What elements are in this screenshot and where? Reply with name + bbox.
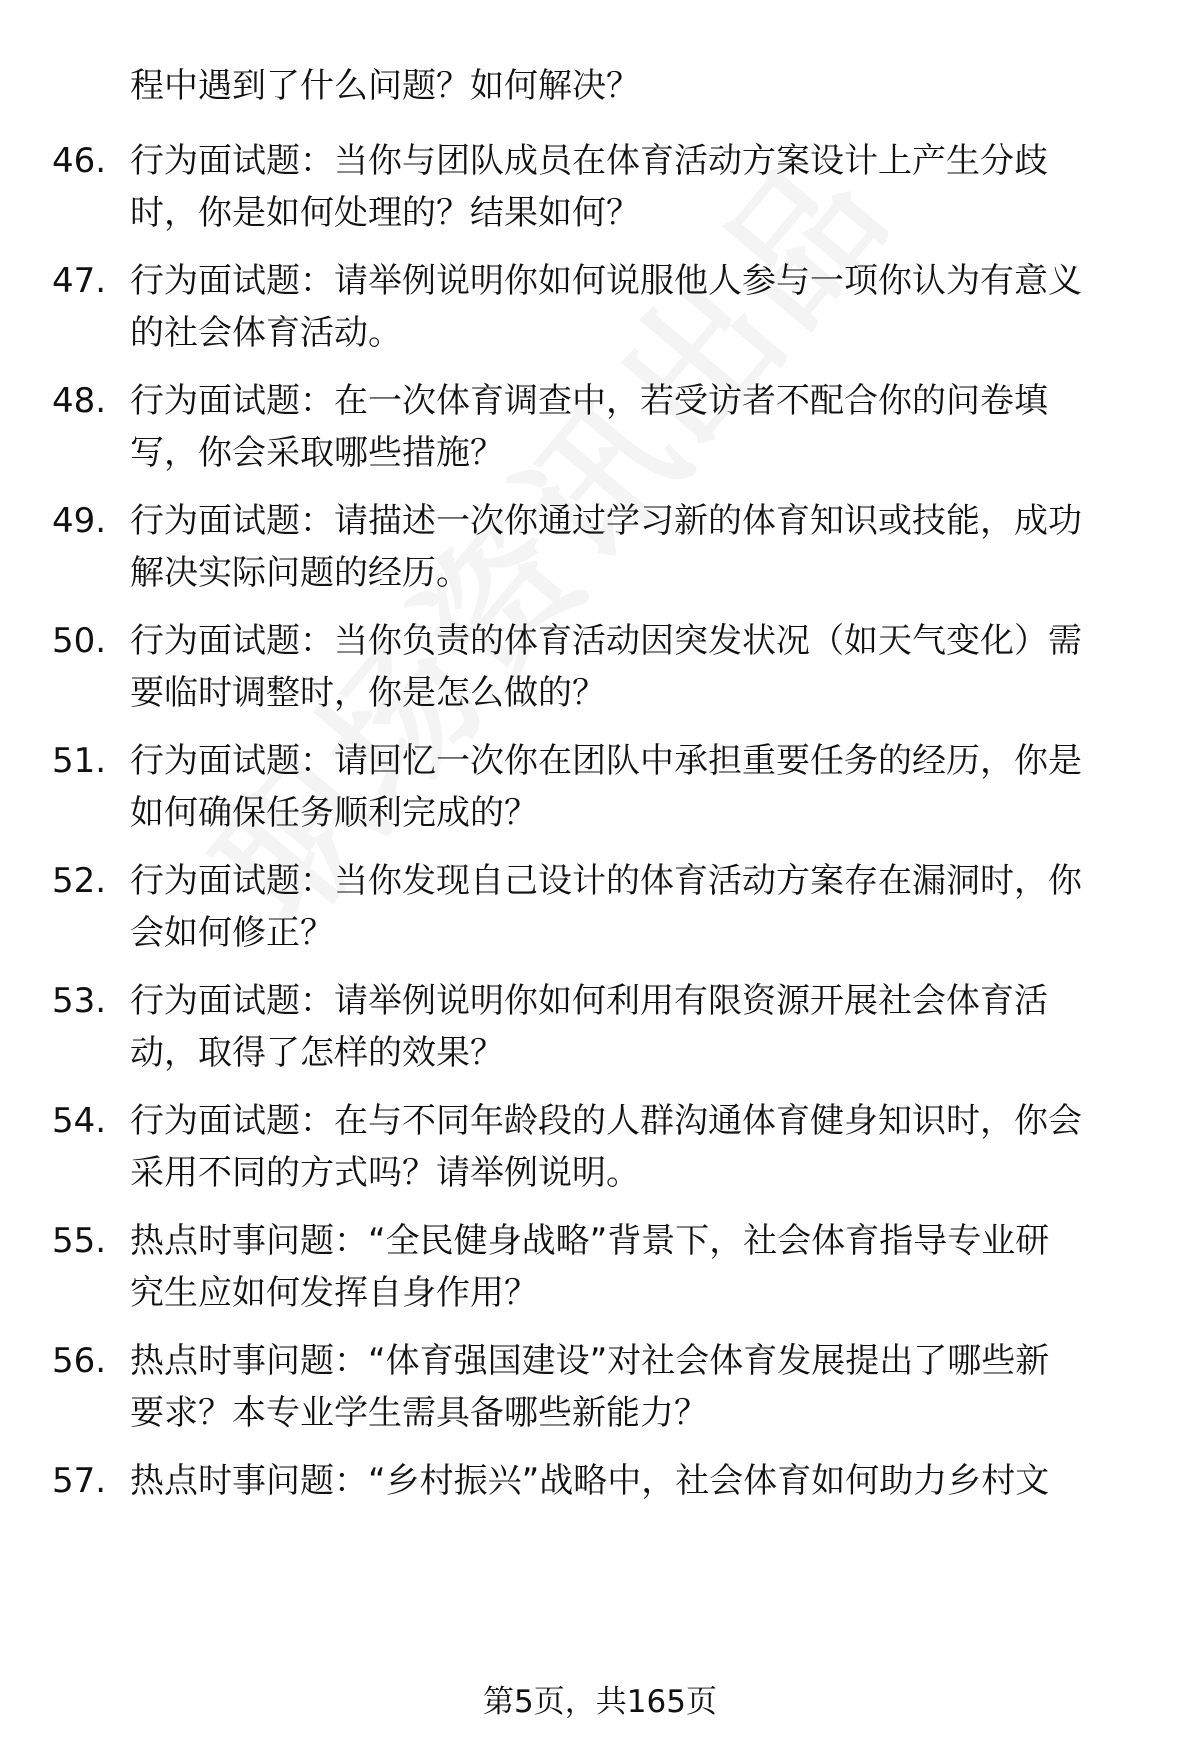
item-text-line: 采用不同的方式吗？请举例说明。: [130, 1153, 640, 1193]
page-footer: 第5页，共165页: [483, 1684, 717, 1720]
item-text-line: 动，取得了怎样的效果？: [130, 1033, 504, 1073]
item-text-line: 的社会体育活动。: [130, 313, 402, 353]
item-text-line: 行为面试题：当你负责的体育活动因突发状况（如天气变化）需: [130, 621, 1082, 661]
item-number: 47.: [52, 261, 107, 301]
item-text-line: 行为面试题：在与不同年龄段的人群沟通体育健身知识时，你会: [130, 1101, 1082, 1141]
item-text-line: 时，你是如何处理的？结果如何？: [130, 193, 640, 233]
item-number: 51.: [52, 741, 107, 781]
item-text-line: 行为面试题：请举例说明你如何利用有限资源开展社会体育活: [130, 981, 1048, 1021]
item-text-line: 解决实际问题的经历。: [130, 553, 470, 593]
item-text-line: 究生应如何发挥自身作用？: [130, 1273, 538, 1313]
item-number: 48.: [52, 381, 107, 421]
item-text-line: 会如何修正？: [130, 913, 334, 953]
item-text-line: 行为面试题：当你与团队成员在体育活动方案设计上产生分歧: [130, 141, 1048, 181]
item-text-line: 热点时事问题：“体育强国建设”对社会体育发展提出了哪些新: [130, 1341, 1050, 1381]
item-number: 49.: [52, 501, 107, 541]
item-text-line: 热点时事问题：“全民健身战略”背景下，社会体育指导专业研: [130, 1221, 1050, 1261]
item-number: 55.: [52, 1221, 107, 1261]
item-number: 50.: [52, 621, 107, 661]
item-text-line: 行为面试题：请举例说明你如何说服他人参与一项你认为有意义: [130, 261, 1082, 301]
item-text-line: 行为面试题：在一次体育调查中，若受访者不配合你的问卷填: [130, 381, 1048, 421]
item-number: 53.: [52, 981, 107, 1021]
item-number: 54.: [52, 1101, 107, 1141]
item-number: 46.: [52, 141, 107, 181]
item-text-line: 行为面试题：当你发现自己设计的体育活动方案存在漏洞时，你: [130, 861, 1082, 901]
item-text-line: 行为面试题：请描述一次你通过学习新的体育知识或技能，成功: [130, 501, 1082, 541]
item-text-line: 写，你会采取哪些措施？: [130, 433, 504, 473]
item-text-line: 要求？本专业学生需具备哪些新能力？: [130, 1393, 708, 1433]
item-text-line: 如何确保任务顺利完成的？: [130, 793, 538, 833]
item-text-line: 行为面试题：请回忆一次你在团队中承担重要任务的经历，你是: [130, 741, 1082, 781]
item-number: 52.: [52, 861, 107, 901]
continuation-text: 程中遇到了什么问题？如何解决？: [130, 66, 640, 106]
item-text-line: 热点时事问题：“乡村振兴”战略中，社会体育如何助力乡村文: [130, 1461, 1050, 1501]
item-number: 57.: [52, 1461, 107, 1501]
item-number: 56.: [52, 1341, 107, 1381]
item-text-line: 要临时调整时，你是怎么做的？: [130, 673, 606, 713]
